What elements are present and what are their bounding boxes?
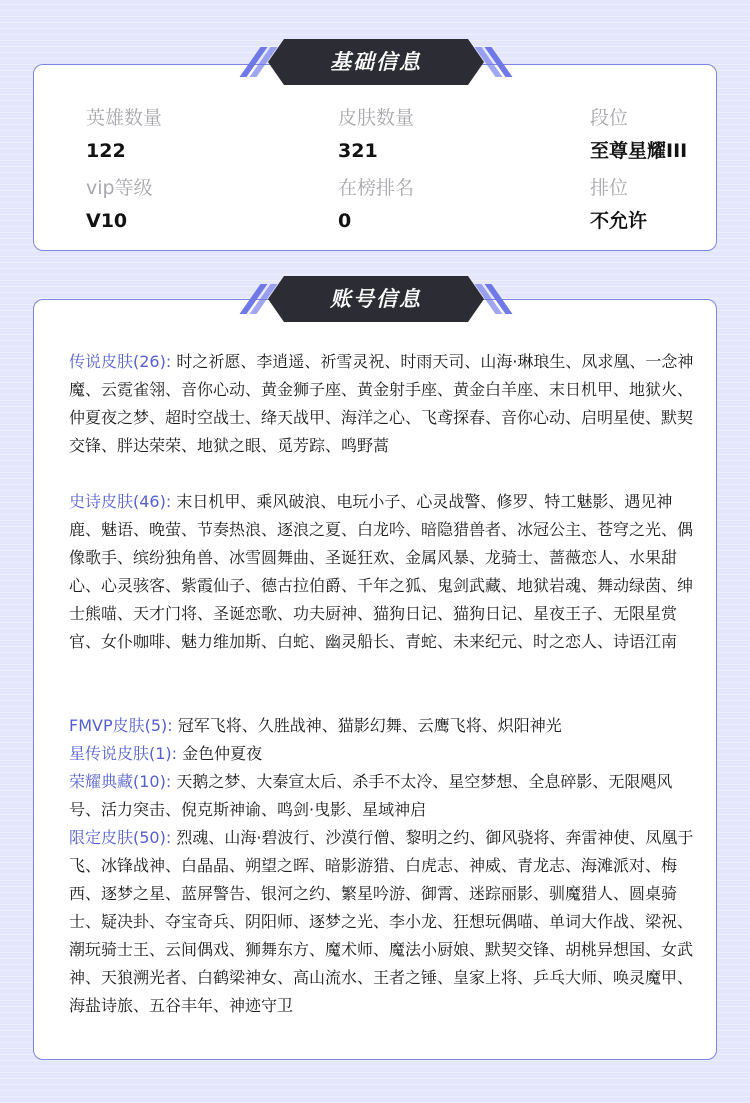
account-info-banner xyxy=(250,276,502,322)
stat-label: 排位 xyxy=(590,177,629,199)
stat-label: 皮肤数量 xyxy=(338,107,415,129)
stat-label: 在榜排名 xyxy=(338,177,415,199)
section-skin-list: 天鹅之梦、大秦宣太后、杀手不太冷、星空梦想、全息碎影、无限飓风号、活力突击、倪克斯神谕、鸣剑·曳影、星域神启 xyxy=(69,772,673,819)
stat-value: 321 xyxy=(338,140,378,162)
section-heading: 史诗皮肤(46): xyxy=(69,492,172,511)
stat-value: 122 xyxy=(86,140,126,162)
section-skin-list: 烈魂、山海·碧波行、沙漠行僧、黎明之约、御风骁将、奔雷神使、凤凰于飞、冰锋战神、白晶晶、朔望之晖、暗影游猎、白虎志、神威、青龙志、海滩派对、梅西、逐梦之星、蓝屏警告、银河之约、繁星吟游、御霄、迷踪丽影、驯魔猎人、圆桌骑士、疑决卦、夺宝奇兵、阴阳师、逐梦之光、李小龙、狂想玩偶喵、单词大作战、梁祝、潮玩骑士王、云间偶戏、狮舞东方、魔术师、魔法小厨娘、默契交锋、胡桃异想国、女武神、天狼溯光者、白鹤梁神女、高山流水、王者之锤、皇家上将、乒乓大师、唤灵魔甲、海盐诗旅、五谷丰年、神迹守卫 xyxy=(69,828,694,1015)
section-heading: 荣耀典藏(10): xyxy=(69,772,172,791)
stat-value: 至尊星耀III xyxy=(590,140,688,162)
stat-rank-tier xyxy=(590,105,687,165)
stat-label: 英雄数量 xyxy=(86,107,163,129)
stat-value: V10 xyxy=(86,210,128,232)
section-heading: 传说皮肤(26): xyxy=(69,352,172,371)
basic-info-title: 基础信息 xyxy=(330,50,422,74)
epic-skins-section xyxy=(69,488,699,656)
stat-label: vip等级 xyxy=(86,177,153,199)
limited-skins-section xyxy=(69,824,699,1020)
section-heading: 限定皮肤(50): xyxy=(69,828,172,847)
section-skin-list: 时之祈愿、李逍遥、祈雪灵祝、时雨天司、山海·琳琅生、凤求凰、一念神魔、云霓雀翎、音你心动、黄金狮子座、黄金射手座、黄金白羊座、末日机甲、地狱火、仲夏夜之梦、超时空战士、绛天战甲、海洋之心、飞鸢探春、音你心动、启明星使、默契交锋、胖达荣荣、地狱之眼、觅芳踪、鸣野蒿 xyxy=(69,352,694,455)
star-legend-skins-section xyxy=(69,740,699,768)
glory-collection-section xyxy=(69,768,699,824)
account-info-title: 账号信息 xyxy=(330,287,422,311)
stat-label: 段位 xyxy=(590,107,629,129)
section-heading: FMVP皮肤(5): xyxy=(69,716,173,735)
section-skin-list: 末日机甲、乘风破浪、电玩小子、心灵战警、修罗、特工魅影、遇见神鹿、魅语、晚萤、节奏热浪、逐浪之夏、白龙吟、暗隐猎兽者、冰冠公主、苍穹之光、偶像歌手、缤纷独角兽、冰雪圆舞曲、圣诞狂欢、金属风暴、龙骑士、蔷薇恋人、水果甜心、心灵骇客、紫霞仙子、德古拉伯爵、千年之狐、鬼剑武藏、地狱岩魂、舞动绿茵、绅士熊喵、天才门将、圣诞恋歌、功夫厨神、猫狗日记、猫狗日记、星夜王子、无限星赏官、女仆咖啡、魅力维加斯、白蛇、幽灵船长、青蛇、未来纪元、时之恋人、诗语江南 xyxy=(69,492,694,651)
section-heading: 星传说皮肤(1): xyxy=(69,744,178,763)
fmvp-skins-section xyxy=(69,712,699,740)
section-skin-list: 金色仲夏夜 xyxy=(182,744,263,763)
legendary-skins-section xyxy=(69,348,699,460)
stat-vip-level xyxy=(86,175,153,235)
stat-leaderboard-rank xyxy=(338,175,414,235)
basic-info-banner xyxy=(250,39,502,85)
stat-skin-count xyxy=(338,105,414,165)
stat-ranked-play xyxy=(590,175,647,235)
section-skin-list: 冠军飞将、久胜战神、猫影幻舞、云鹰飞将、炽阳神光 xyxy=(177,716,562,735)
stat-value: 0 xyxy=(338,210,352,232)
stat-value: 不允许 xyxy=(590,210,648,232)
stat-hero-count xyxy=(86,105,162,165)
